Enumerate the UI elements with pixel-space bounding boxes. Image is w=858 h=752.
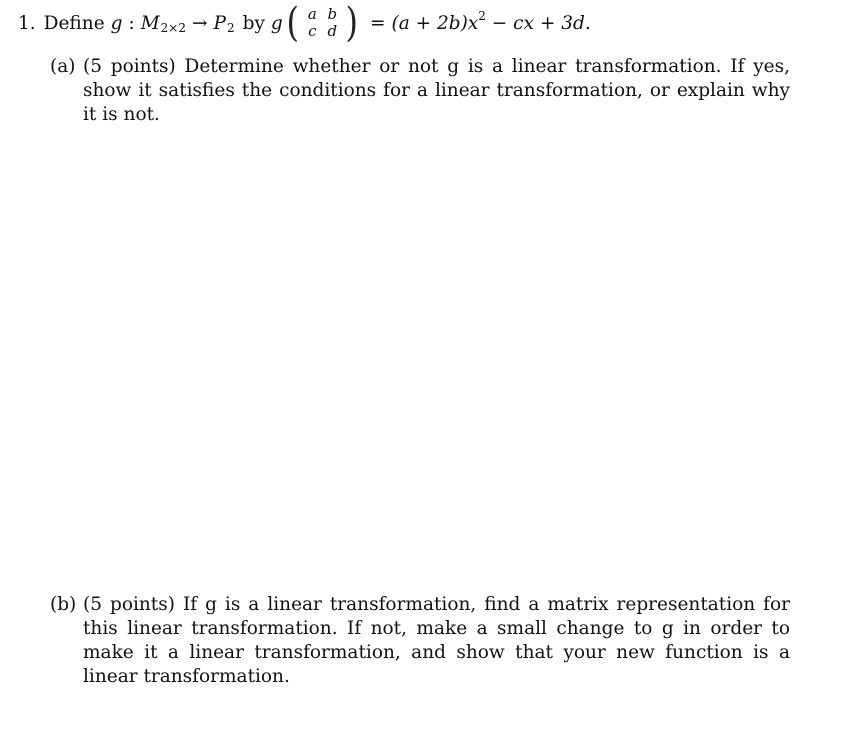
- part-a-points: (5 points): [83, 56, 176, 77]
- domain-subscript: 2×2: [160, 21, 186, 35]
- right-paren: ): [345, 0, 359, 46]
- equals-symbol: =: [369, 12, 386, 34]
- codomain-space: P: [213, 12, 226, 34]
- matrix-argument: [285, 0, 360, 46]
- rhs-expression-part1: (a + 2b)x: [391, 12, 479, 34]
- colon-symbol: :: [128, 12, 135, 34]
- left-paren: (: [286, 0, 299, 46]
- matrix-entry-c: c: [308, 22, 317, 40]
- rhs-exponent: 2: [478, 9, 486, 23]
- part-b: [50, 593, 790, 689]
- by-word: by: [242, 12, 265, 34]
- part-b-points: (5 points): [83, 594, 175, 615]
- rhs-expression-part2: − cx + 3d.: [485, 12, 591, 34]
- matrix-entry-d: d: [327, 22, 338, 40]
- function-applied: g: [270, 12, 283, 34]
- part-a: [50, 55, 790, 127]
- function-name: g: [110, 12, 123, 34]
- part-a-body: [83, 55, 790, 127]
- domain-space: M: [140, 12, 160, 34]
- matrix-grid: [302, 6, 342, 40]
- part-b-label: (b): [50, 594, 77, 615]
- problem-statement: [18, 0, 591, 46]
- part-a-label: (a): [50, 56, 76, 77]
- problem-number: 1.: [18, 12, 36, 34]
- codomain-subscript: 2: [226, 21, 235, 35]
- matrix-entry-b: b: [327, 5, 338, 23]
- part-b-text: If g is a linear transformation, find a matrix representation for this linear transformation. If not, make a small change to g in order to make it a linear transformation, and show that your new function is a linear transformation.: [83, 594, 790, 687]
- arrow-symbol: →: [192, 12, 208, 34]
- part-b-body: [83, 593, 790, 689]
- part-a-text: Determine whether or not g is a linear transformation. If yes, show it satisfies the conditions for a linear transformation, or explain why it is not.: [83, 56, 790, 125]
- matrix-entry-a: a: [307, 5, 317, 23]
- define-word: Define: [43, 12, 105, 34]
